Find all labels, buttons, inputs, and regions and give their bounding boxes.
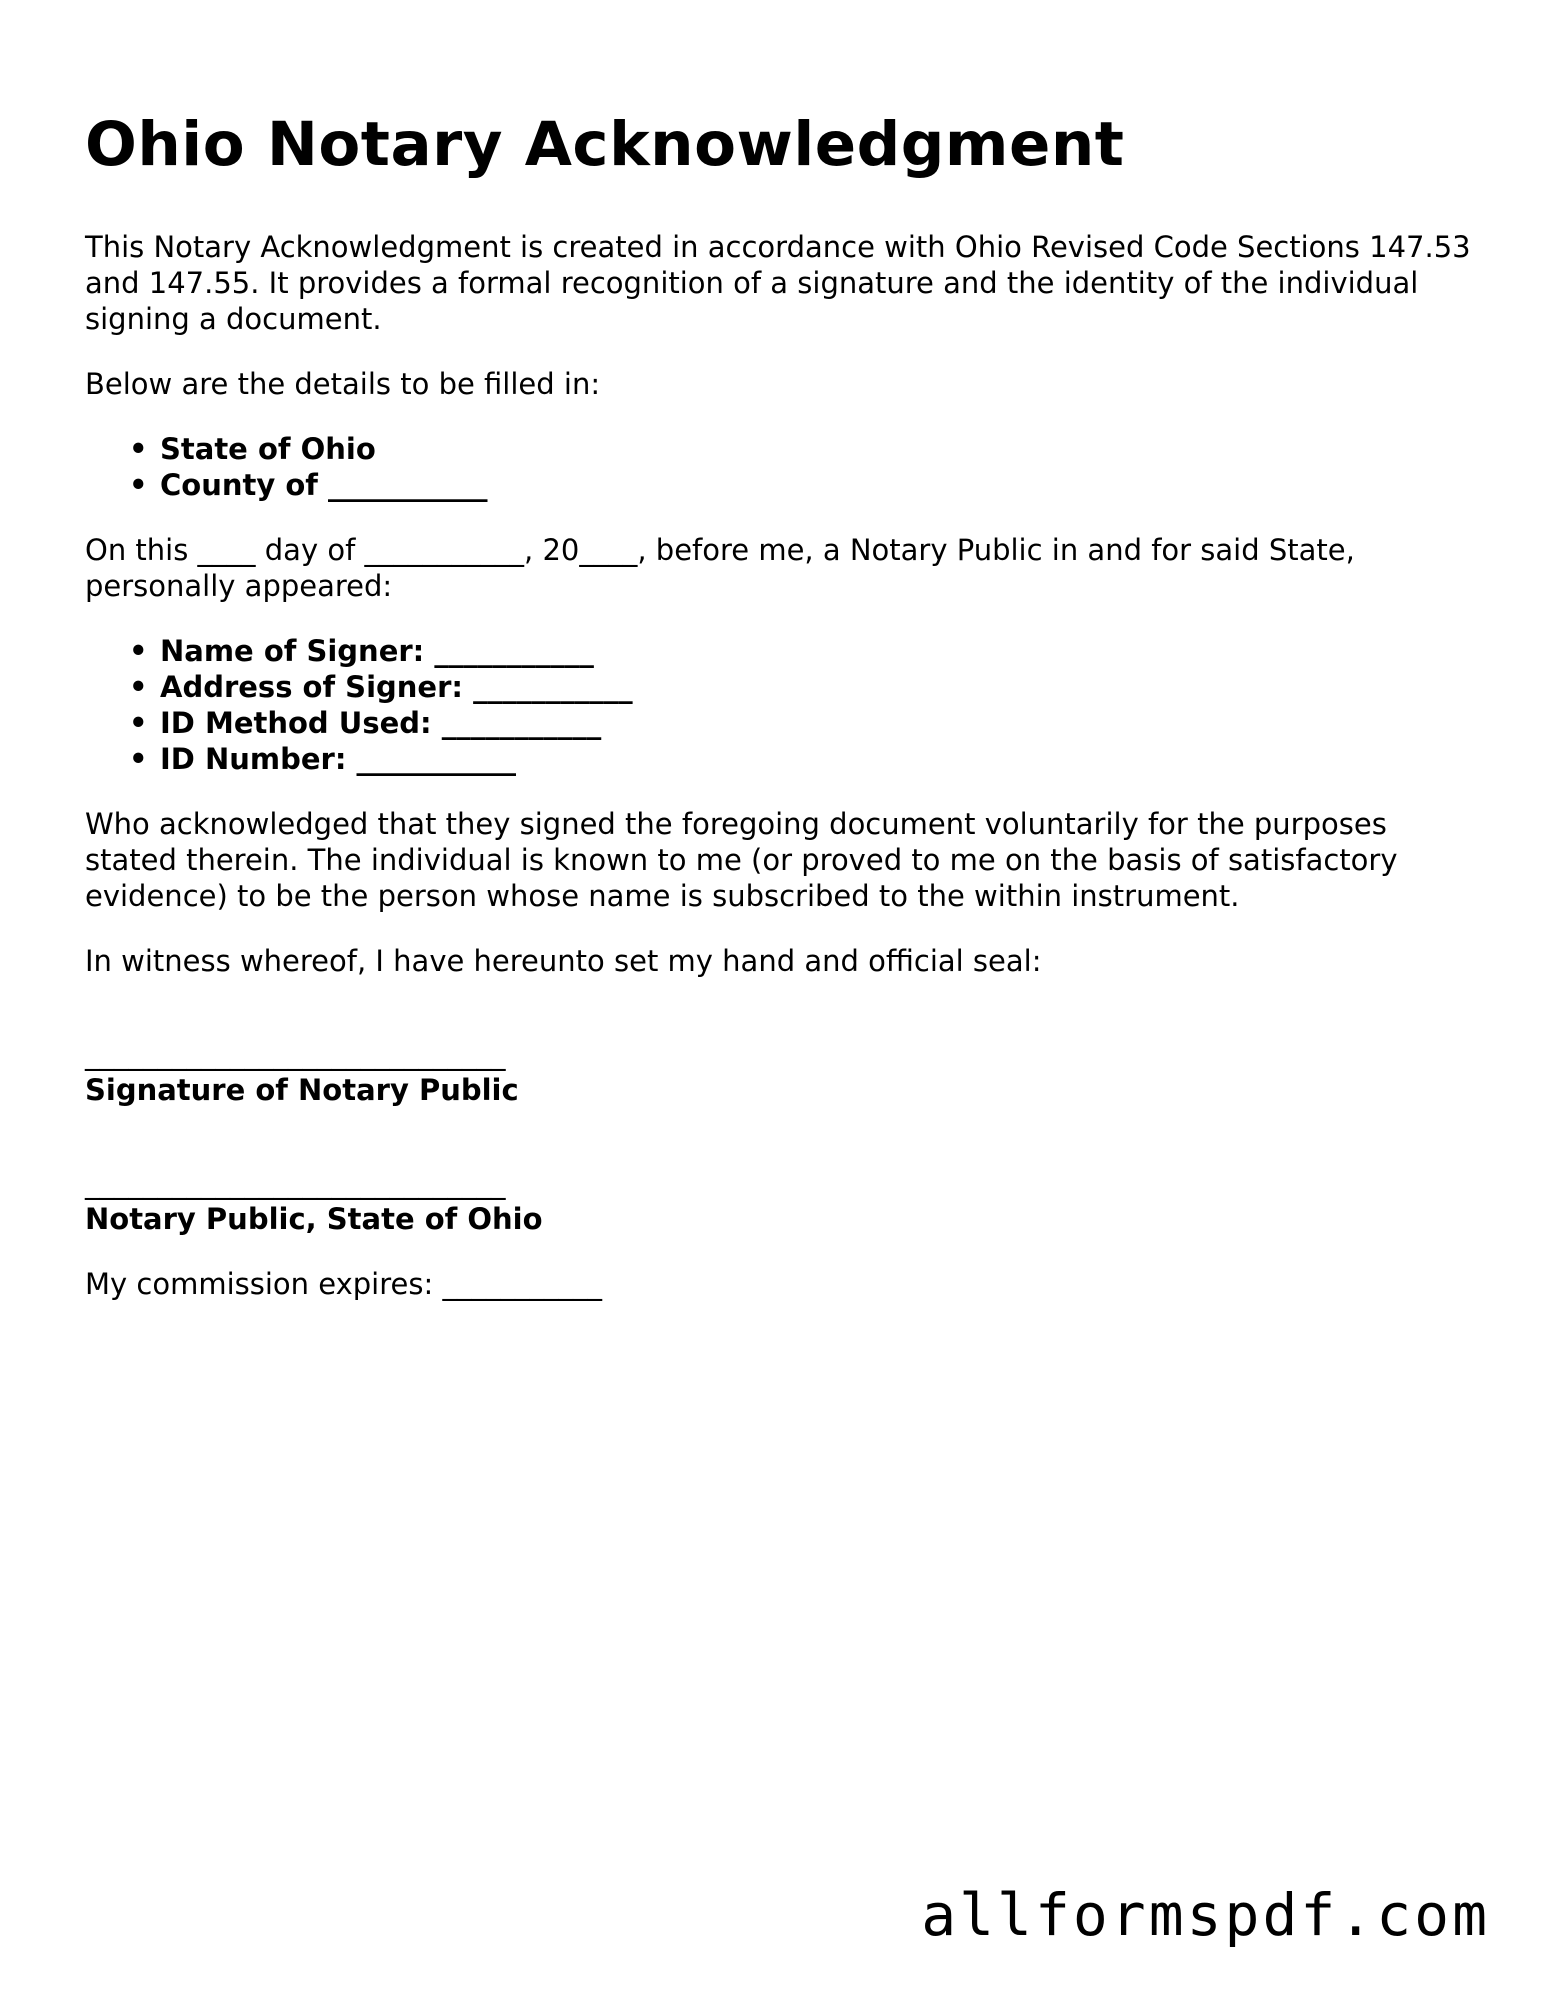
- list-item-label: ID Method Used: ___________: [160, 706, 602, 740]
- list-item-label: ID Number: ___________: [160, 742, 517, 776]
- bullet-icon: •: [129, 742, 148, 776]
- notary-signature-block: [85, 1008, 1485, 1108]
- intro-paragraph: This Notary Acknowledgment is created in accordance with Ohio Revised Code Sections 147.53 and 147.55. It provides a formal recognition of a signature and the identity of the individual signing a document.: [85, 230, 1471, 336]
- list-item-id-method: [129, 705, 1485, 741]
- signature-line: _____________________________: [85, 1037, 506, 1071]
- list-item-county: [129, 467, 1485, 503]
- signature-label: Signature of Notary Public: [85, 1073, 519, 1107]
- list-item-state: [129, 431, 1485, 467]
- bullet-icon: •: [129, 432, 148, 466]
- bullet-icon: •: [129, 468, 148, 502]
- commission-expires: My commission expires: ___________: [85, 1267, 602, 1301]
- details-prompt: Below are the details to be filled in:: [85, 367, 601, 401]
- signer-list: [85, 633, 1485, 777]
- notary-line: _____________________________: [85, 1166, 506, 1200]
- notary-title-block: [85, 1137, 1485, 1237]
- list-item-signer-name: [129, 633, 1485, 669]
- witness-paragraph: In witness whereof, I have hereunto set my hand and official seal:: [85, 944, 1042, 978]
- watermark: allformspdf.com: [921, 1881, 1490, 1949]
- document-page: [85, 105, 1485, 1331]
- list-item-signer-address: [129, 669, 1485, 705]
- bullet-icon: •: [129, 706, 148, 740]
- bullet-icon: •: [129, 634, 148, 668]
- notary-label: Notary Public, State of Ohio: [85, 1202, 543, 1236]
- list-item-id-number: [129, 741, 1485, 777]
- list-item-label: Address of Signer: ___________: [160, 670, 633, 704]
- list-item-label: Name of Signer: ___________: [160, 634, 594, 668]
- page-title: Ohio Notary Acknowledgment: [85, 109, 1125, 180]
- acknowledgment-paragraph: Who acknowledged that they signed the foregoing document voluntarily for the purposes stated therein. The individual is known to me (or proved to me on the basis of satisfactory evidence) to be the person whose name is subscribed to the within instrument.: [85, 807, 1398, 913]
- list-item-label: County of ___________: [160, 468, 488, 502]
- appearance-paragraph: On this ____ day of ___________, 20____, before me, a Notary Public in and for said State, personally appeared:: [85, 533, 1355, 603]
- bullet-icon: •: [129, 670, 148, 704]
- list-item-label: State of Ohio: [160, 432, 376, 466]
- venue-list: [85, 431, 1485, 503]
